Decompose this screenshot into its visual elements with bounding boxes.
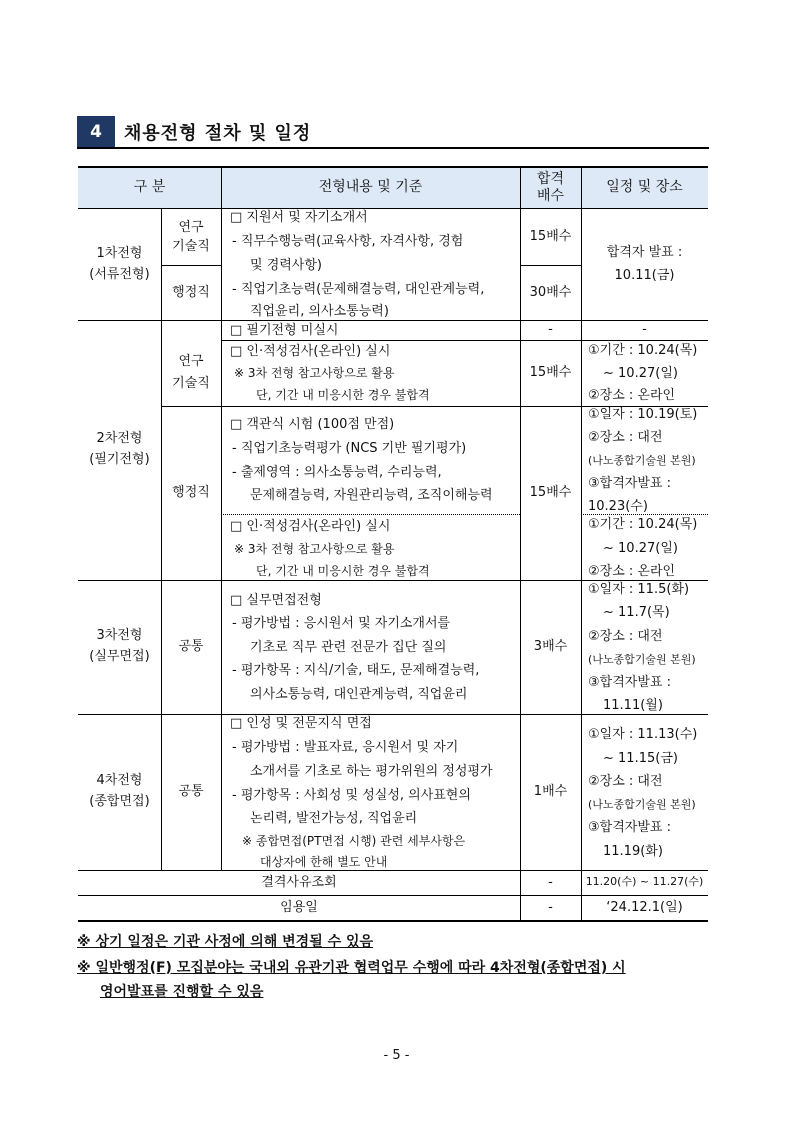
row-divider	[161, 265, 221, 266]
stage1-content-line: - 직무수행능력(교육사항, 자격사항, 경험	[232, 234, 464, 249]
stage2-row-c-schedule-line: (나노종합기술원 본원)	[588, 454, 696, 467]
stage2-aptitude-admin: □ 인·적성검사(온라인) 실시	[230, 519, 391, 534]
stage2-row-d-schedule-line: ①기간 : 10.24(목)	[588, 517, 698, 532]
stage3-name: 3차전형 (실무면접)	[89, 628, 150, 664]
stage1-schedule: 합격자 발표 : 10.11(금)	[606, 245, 683, 283]
stage4-content-line: - 평가방법 : 발표자료, 응시원서 및 자기	[232, 740, 459, 755]
header-category: 구 분	[133, 179, 166, 195]
stage4-schedule-line: (나노종합기술원 본원)	[588, 798, 696, 811]
stage2-sub-research: 연구 기술직	[172, 353, 210, 391]
stage1-content-line: 및 경력사항)	[250, 258, 322, 273]
row-divider	[78, 895, 708, 896]
stage4-content-line: 논리력, 발전가능성, 직업윤리	[250, 811, 418, 826]
stage2-row-c-schedule-line: ①일자 : 10.19(토)	[588, 407, 698, 422]
note-english-presentation-cont: 영어발표를 진행할 수 있음	[100, 984, 264, 1000]
stage3-content-line: 의사소통능력, 대인관계능력, 직업윤리	[250, 687, 468, 702]
inquiry-ratio: -	[548, 874, 553, 890]
inquiry-label: 결격사유조회	[261, 874, 337, 890]
row-divider	[78, 870, 708, 871]
stage3-schedule-line: ~ 11.7(목)	[603, 605, 670, 620]
stage3-content-line: □ 실무면접전형	[230, 593, 322, 608]
stage4-schedule-line: ①일자 : 11.13(수)	[588, 727, 698, 742]
header-content: 전형내용 및 기준	[318, 179, 423, 195]
stage2-row-c-schedule-line: ②장소 : 대전	[588, 430, 663, 445]
stage2-aptitude-note: 단, 기간 내 미응시한 경우 불합격	[256, 388, 430, 402]
stage2-row-d-schedule-line: ②장소 : 온라인	[588, 564, 676, 579]
col-divider	[520, 166, 521, 921]
page-number: - 5 -	[383, 1048, 410, 1063]
stage4-content-note: ※ 종합면접(PT면접 시행) 관련 세부사항은	[242, 834, 466, 848]
row-divider	[161, 406, 708, 407]
appointment-schedule: ‘24.12.1(일)	[606, 900, 683, 916]
stage4-sub: 공통	[178, 784, 204, 800]
section-number: 4	[77, 116, 115, 147]
stage4-schedule-line: ~ 11.15(금)	[603, 751, 678, 766]
stage1-ratio-admin: 30배수	[529, 284, 572, 300]
note-english-presentation: ※ 일반행정(F) 모집분야는 국내외 유관기관 협력업무 수행에 따라 4차전형(종합면접) 시	[77, 960, 626, 976]
stage2-aptitude-admin-note: ※ 3차 전형 참고사항으로 활용	[234, 542, 395, 556]
stage1-sub-research: 연구 기술직	[172, 219, 210, 254]
stage2-sub-admin: 행정직	[172, 485, 210, 501]
stage3-schedule-line: (나노종합기술원 본원)	[588, 653, 696, 666]
stage2-row-a-schedule: -	[642, 322, 647, 338]
stage2-row-b-ratio: 15배수	[529, 365, 572, 381]
row-divider	[221, 340, 708, 341]
stage4-schedule-line: ②장소 : 대전	[588, 774, 663, 789]
stage2-name: 2차전형 (필기전형)	[89, 431, 150, 467]
stage1-name: 1차전형 (서류전형)	[89, 245, 150, 282]
stage3-schedule-line: 11.11(월)	[603, 698, 663, 713]
stage4-content-line: - 평가항목 : 사회성 및 성실성, 의사표현의	[232, 788, 471, 803]
stage3-content-line: 기초로 직무 관련 전문가 집단 질의	[250, 640, 447, 655]
stage3-content-line: - 평가방법 : 응시원서 및 자기소개서를	[232, 616, 451, 631]
table-border-top	[78, 166, 708, 168]
stage2-row-c-schedule-line: ③합격자발표 :	[588, 476, 671, 491]
stage2-written-line: - 출제영역 : 의사소통능력, 수리능력,	[232, 465, 442, 480]
stage1-content-line: 직업윤리, 의사소통능력)	[250, 304, 389, 319]
appointment-label: 임용일	[280, 900, 318, 916]
stage2-aptitude: □ 인·적성검사(온라인) 실시	[230, 344, 391, 359]
stage2-aptitude-admin-note: 단, 기간 내 미응시한 경우 불합격	[256, 564, 430, 578]
stage2-written-line: - 직업기초능력평가 (NCS 기반 필기평가)	[232, 441, 467, 456]
stage3-schedule-line: ②장소 : 대전	[588, 629, 663, 644]
stage3-content-line: - 평가항목 : 지식/기술, 태도, 문제해결능력,	[232, 663, 480, 678]
stage3-ratio: 3배수	[533, 639, 568, 655]
row-divider	[78, 320, 708, 321]
stage3-schedule-line: ③합격자발표 :	[588, 675, 671, 690]
dotted-divider	[581, 514, 708, 515]
stage2-written-line: 문제해결능력, 자원관리능력, 조직이해능력	[250, 488, 493, 503]
stage4-schedule-line: ③합격자발표 :	[588, 820, 671, 835]
header-schedule: 일정 및 장소	[606, 179, 683, 195]
stage1-ratio-research: 15배수	[529, 229, 572, 245]
stage1-sub-admin: 행정직	[172, 284, 210, 300]
col-divider	[581, 166, 582, 921]
note-schedule-change: ※ 상기 일정은 기관 사정에 의해 변경될 수 있음	[77, 934, 374, 950]
dotted-divider	[221, 514, 520, 515]
section-title: 채용전형 절차 및 일정	[124, 123, 312, 144]
stage4-content-line: 소개서를 기초로 하는 평가위원의 정성평가	[250, 764, 493, 779]
stage2-aptitude-note: ※ 3차 전형 참고사항으로 활용	[234, 366, 395, 380]
stage1-content-line: □ 지원서 및 자기소개서	[230, 210, 368, 225]
table-border-bottom	[78, 920, 708, 922]
stage4-content-line: □ 인성 및 전문지식 면접	[230, 716, 372, 731]
col-divider	[221, 166, 222, 870]
appointment-ratio: -	[548, 900, 553, 916]
stage1-content-line: - 직업기초능력(문제해결능력, 대인관계능력,	[232, 282, 485, 297]
stage3-schedule-line: ①일자 : 11.5(화)	[588, 582, 690, 597]
row-divider	[520, 265, 581, 266]
header-ratio: 합격 배수	[536, 170, 565, 204]
row-divider	[78, 714, 708, 715]
stage2-no-written: □ 필기전형 미실시	[230, 323, 339, 338]
stage4-schedule-line: 11.19(화)	[603, 844, 663, 859]
col-divider	[161, 209, 162, 870]
stage3-sub: 공통	[178, 639, 204, 655]
stage2-row-a-ratio: -	[548, 322, 553, 338]
row-divider	[78, 580, 708, 581]
stage4-content-note: 대상자에 한해 별도 안내	[260, 855, 388, 869]
stage2-written-test: □ 객관식 시험 (100점 만점)	[230, 417, 395, 432]
stage2-row-d-schedule-line: ~ 10.27(일)	[603, 541, 678, 556]
stage2-row-c-schedule-line: 10.23(수)	[588, 499, 648, 514]
stage4-ratio: 1배수	[533, 784, 568, 800]
stage2-admin-ratio: 15배수	[529, 485, 572, 501]
stage2-row-b-schedule-line: ②장소 : 온라인	[588, 388, 676, 403]
stage2-row-b-schedule-line: ~ 10.27(일)	[603, 366, 678, 381]
stage2-row-b-schedule-line: ①기간 : 10.24(목)	[588, 343, 698, 358]
stage4-name: 4차전형 (종합면접)	[89, 773, 150, 809]
table-header-border	[78, 208, 708, 209]
inquiry-schedule: 11.20(수) ~ 11.27(수)	[585, 875, 704, 889]
